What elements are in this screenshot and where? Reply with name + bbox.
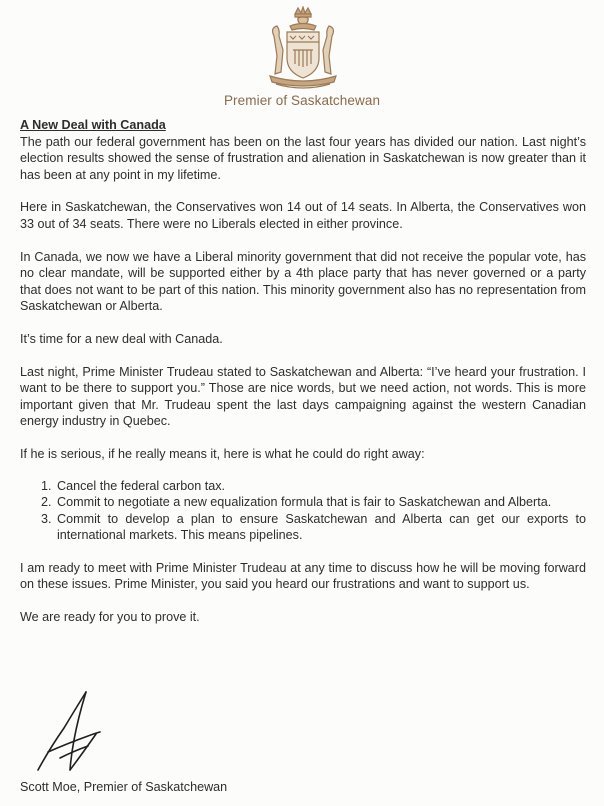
- letter-body: [20, 117, 586, 626]
- paragraph: In Canada, we now we have a Liberal minority government that did not receive the popular vote, has no clear mandate, will be supported either by a 4th place party that has never governed or a party that does not want to be part of this nation. This minority government also has no representation from Saskatchewan or Alberta.: [20, 249, 586, 314]
- list-item: [20, 478, 586, 495]
- handwritten-signature-icon: [30, 688, 130, 778]
- list-text: Commit to negotiate a new equalization formula that is fair to Saskatchewan and Alberta.: [57, 495, 552, 510]
- list-number: 1.: [41, 478, 52, 493]
- paragraph: We are ready for you to prove it.: [20, 610, 200, 625]
- letter-heading: A New Deal with Canada: [20, 118, 166, 132]
- list-text: Cancel the federal carbon tax.: [57, 478, 226, 493]
- list-item: [20, 494, 586, 511]
- paragraph: The path our federal government has been on the last four years has divided our nation. Last night’s election results showed the sense of frustration and alienation in Saskatchewan is now greater than it has been at any point in my lifetime.: [20, 134, 586, 182]
- coat-of-arms-icon: [262, 6, 344, 92]
- action-list: [20, 478, 586, 544]
- list-number: 2.: [41, 495, 52, 510]
- paragraph: Here in Saskatchewan, the Conservatives won 14 out of 14 seats. In Alberta, the Conservatives won 33 out of 34 seats. There were no Liberals elected in either province.: [20, 200, 586, 231]
- signer-name: Scott Moe, Premier of Saskatchewan: [20, 780, 228, 794]
- paragraph: It’s time for a new deal with Canada.: [20, 331, 223, 346]
- list-text: Commit to develop a plan to ensure Saskatchewan and Alberta can get our exports to international markets. This means pipelines.: [57, 511, 586, 543]
- paragraph: I am ready to meet with Prime Minister Trudeau at any time to discuss how he will be moving forward on these issues. Prime Minister, you said you heard our frustrations and want to support us.: [20, 560, 586, 592]
- office-title: Premier of Saskatchewan: [223, 93, 381, 108]
- paragraph: Last night, Prime Minister Trudeau stated to Saskatchewan and Alberta: “I’ve heard your frustration. I want to be there to support you.” Those are nice words, but we need action, not words. This is more important given that Mr. Trudeau spent the last days campaigning against the western Canadian energy industry in Quebec.: [20, 364, 586, 429]
- list-item: [20, 511, 586, 544]
- list-number: 3.: [41, 511, 52, 526]
- paragraph: If he is serious, if he really means it, here is what he could do right away:: [20, 446, 425, 461]
